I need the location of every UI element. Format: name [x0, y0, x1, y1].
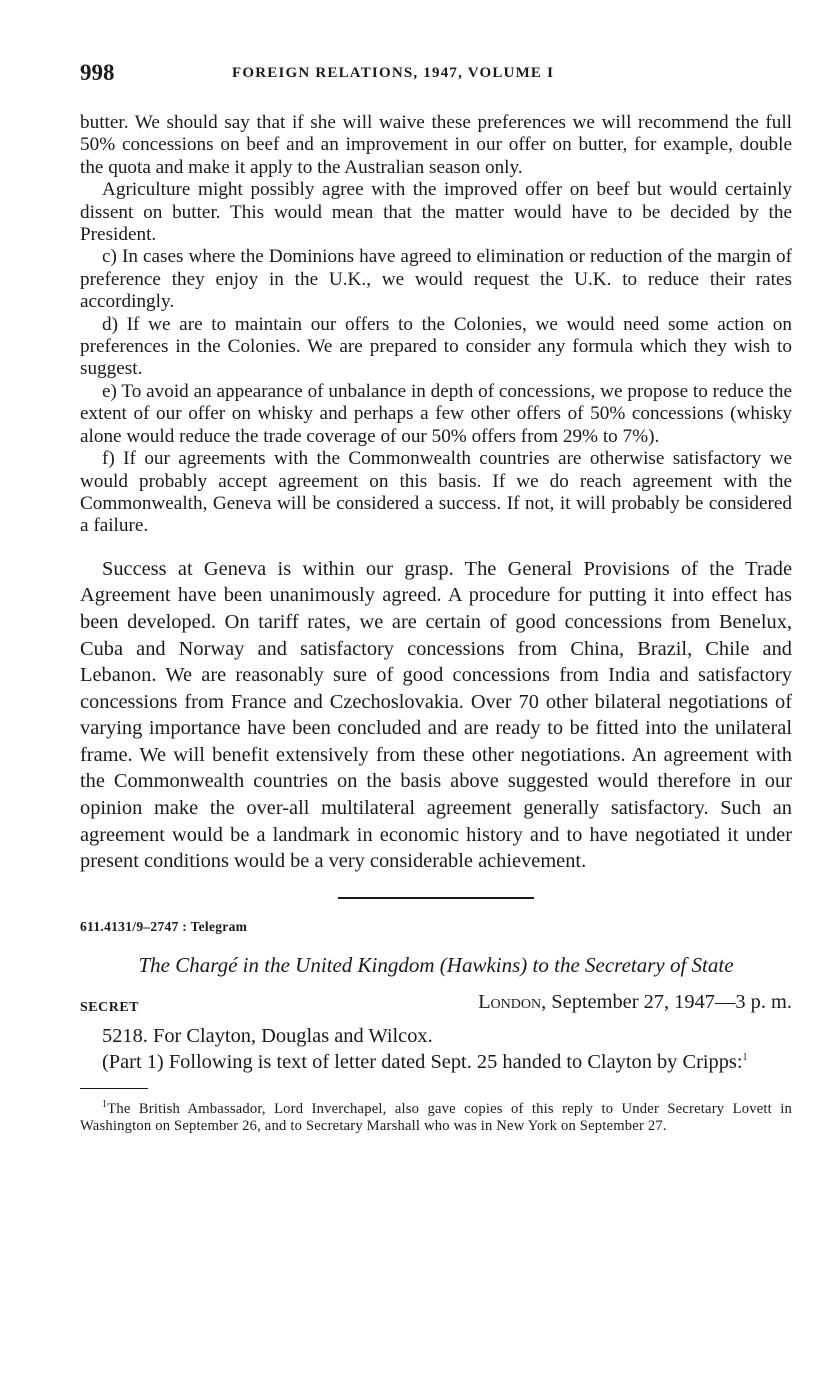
telegram-part-line — [80, 1049, 792, 1076]
place-name: London, — [478, 990, 547, 1013]
footnote-text: The British Ambassador, Lord Inverchapel, also gave copies of this reply to Under Secretary Lovett in Washington on September 26, and to Secretary Marshall who was in New York on September 27. — [80, 1101, 792, 1135]
telegram-number-line: 5218. For Clayton, Douglas and Wilcox. — [102, 1024, 433, 1047]
paragraph-item-f: f) If our agreements with the Commonwealth countries are otherwise satisfactory we would probably accept agreement on this basis. If we do reach agreement with the Commonwealth, Geneva will be considered a success. If not, it will probably be considered a failure. — [80, 448, 792, 537]
running-head — [80, 60, 792, 90]
paragraph-success-at-geneva: Success at Geneva is within our grasp. The General Provisions of the Trade Agreement have been unanimously agreed. A procedure for putting it into effect has been developed. On tariff rates, we are certain of good concessions from Benelux, Cuba and Norway and satisfactory concessions from China, Brazil, Chile and Lebanon. We are reasonably sure of good concessions from India and satisfactory concessions from France and Czechoslovakia. Over 70 other bilateral negotiations of varying importance have been concluded and are ready to be fitted into the unilateral frame. We will benefit extensively from these other negotiations. An agreement with the Commonwealth countries on the basis above suggested would therefore in our opinion make the over-all multilateral agreement generally satisfactory. Such an agreement would be a landmark in economic history and to have negotiated it under present conditions would be a very considerable achievement. — [80, 557, 792, 873]
section-divider — [338, 897, 534, 899]
running-head-title: FOREIGN RELATIONS, 1947, VOLUME I — [232, 65, 555, 81]
paragraph-item-d: d) If we are to maintain our offers to the Colonies, we would need some action on preferences in the Colonies. We are prepared to consider any formula which they wish to suggest. — [80, 313, 792, 380]
document-page — [80, 60, 792, 1135]
document-title: The Chargé in the United Kingdom (Hawkins) to the Secretary of State — [138, 952, 734, 977]
paragraph-item-e: e) To avoid an appearance of unbalance in depth of concessions, we propose to reduce the extent of our offer on whisky and perhaps a few other offers of 50% concessions (whisky alone would reduce the trade coverage of our 50% offers from 29% to 7%). — [80, 380, 792, 447]
page-number: 998 — [80, 60, 115, 85]
dateline — [80, 991, 792, 1023]
footnote-divider — [80, 1088, 148, 1089]
file-reference: 611.4131/9–2747 : Telegram — [80, 918, 248, 934]
footnote-marker: 1 — [102, 1099, 108, 1111]
classification-label: SECRET — [80, 999, 140, 1015]
date-time: September 27, 1947—3 p. m. — [546, 990, 792, 1013]
conclusion-section — [80, 556, 792, 875]
footnote — [80, 1101, 792, 1135]
paragraph-butter: butter. We should say that if she will waive these preferences we will recommend the full 50% concessions on beef and an improvement in our offer on butter, for example, double the quota and make it apply to the Australian season only. — [80, 112, 792, 178]
place-and-date — [478, 991, 792, 1014]
memo-continuation — [80, 112, 792, 538]
paragraph-item-c: c) In cases where the Dominions have agreed to elimination or reduction of the margin of preference they enjoy in the U.K., we would request the U.K. to reduce their rates accordingly. — [80, 246, 792, 313]
part-line-text: (Part 1) Following is text of letter dated Sept. 25 handed to Clayton by Cripps: — [102, 1051, 743, 1074]
paragraph-agriculture: Agriculture might possibly agree with the improved offer on beef but would certainly dissent on butter. This would mean that the matter would have to be decided by the President. — [80, 179, 792, 246]
footnote-reference: 1 — [742, 1052, 748, 1064]
